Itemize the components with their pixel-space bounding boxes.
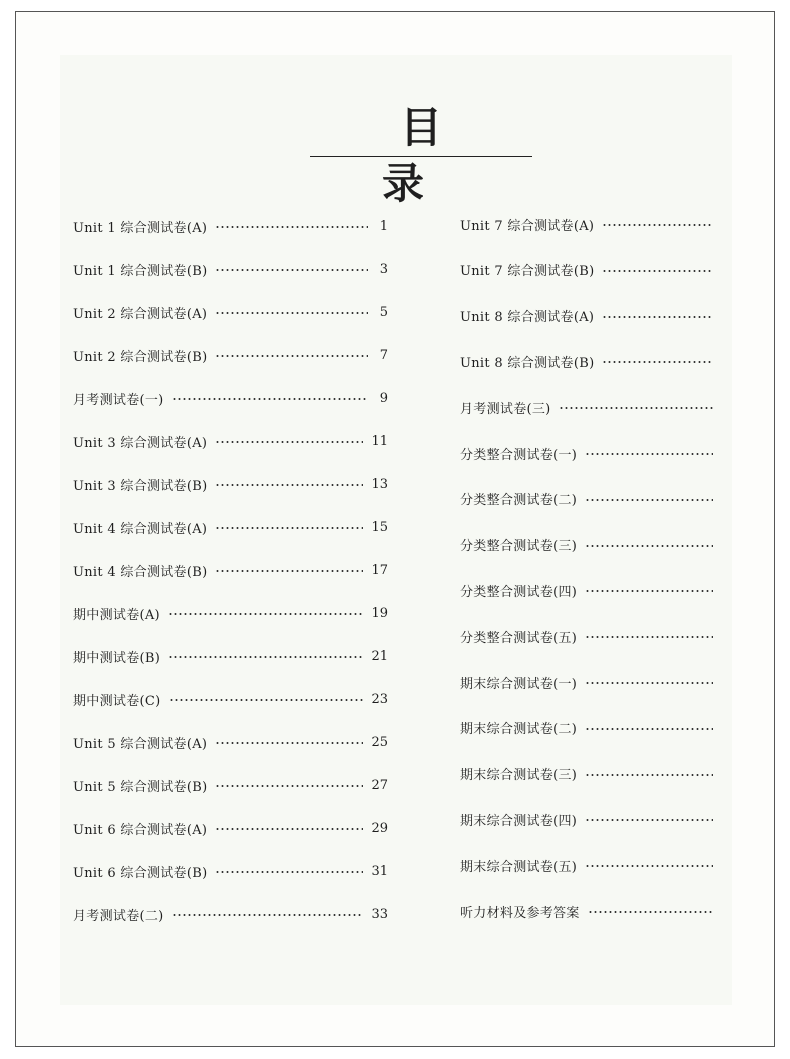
toc-entry-label: Unit 3 综合测试卷(A) [73,435,208,451]
toc-leader-dots [215,785,363,787]
toc-leader-dots [168,613,364,615]
toc-entry[interactable] [460,764,733,784]
toc-entry[interactable] [73,474,388,494]
toc-entry-label: Unit 5 综合测试卷(B) [73,779,208,795]
toc-entry-page: 31 [371,863,388,879]
toc-entry[interactable] [460,626,733,646]
toc-entry[interactable] [460,855,733,875]
toc-entry[interactable] [73,345,388,365]
toc-entry[interactable] [460,397,733,417]
toc-entry[interactable] [73,388,388,408]
toc-leader-dots [215,828,363,830]
toc-entry[interactable] [73,603,388,623]
toc-leader-dots [585,545,713,547]
toc-entry[interactable] [460,260,733,280]
toc-leader-dots [585,819,713,821]
toc-leader-dots [215,742,363,744]
toc-entry-label: Unit 1 综合测试卷(A) [73,220,208,236]
toc-leader-dots [172,914,364,916]
toc-entry-label: 期末综合测试卷(五) [460,859,578,875]
toc-leader-dots [588,911,713,913]
toc-entry-page: 15 [371,519,388,535]
toc-entry-label: Unit 6 综合测试卷(B) [73,865,208,881]
toc-leader-dots [585,728,713,730]
toc-entry-label: 月考测试卷(二) [73,908,164,924]
toc-entry-label: 期末综合测试卷(四) [460,813,578,829]
toc-entry[interactable] [73,517,388,537]
toc-entry-label: 分类整合测试卷(一) [460,447,578,463]
toc-leader-dots [602,224,713,226]
toc-leader-dots [585,682,713,684]
toc-entry[interactable] [460,306,733,326]
toc-leader-dots [585,774,713,776]
toc-entry[interactable] [460,580,733,600]
toc-entry[interactable] [73,431,388,451]
toc-leader-dots [215,226,368,228]
toc-entry-page: 27 [371,777,388,793]
toc-leader-dots [215,570,363,572]
toc-entry[interactable] [73,689,388,709]
toc-leader-dots [602,270,713,272]
toc-leader-dots [172,398,368,400]
toc-entry-label: Unit 5 综合测试卷(A) [73,736,208,752]
toc-leader-dots [215,484,363,486]
toc-entry[interactable] [460,489,733,509]
toc-entry-page: 33 [371,906,388,922]
toc-leader-dots [168,656,363,658]
toc-entry-page: 19 [371,605,388,621]
toc-entry[interactable] [460,351,733,371]
toc-leader-dots [215,355,368,357]
toc-leader-dots [169,699,364,701]
toc-entry-label: Unit 3 综合测试卷(B) [73,478,208,494]
toc-entry-page: 25 [371,734,388,750]
toc-entry-label: 分类整合测试卷(三) [460,539,578,555]
toc-entry-label: Unit 2 综合测试卷(A) [73,306,208,322]
toc-entry[interactable] [73,560,388,580]
toc-entry-page: 23 [371,691,388,707]
toc-entry[interactable] [460,672,733,692]
toc-entry-page: 1 [379,218,388,234]
toc-entry-label: 月考测试卷(一) [73,392,164,408]
toc-leader-dots [585,865,713,867]
toc-entry-label: 期末综合测试卷(三) [460,768,578,784]
toc-leader-dots [602,361,713,363]
toc-entry-label: Unit 1 综合测试卷(B) [73,263,208,279]
toc-entry[interactable] [460,718,733,738]
toc-entry-page: 17 [371,562,388,578]
toc-entry-page: 13 [371,476,388,492]
toc-entry-label: 期末综合测试卷(一) [460,676,578,692]
toc-entry[interactable] [460,901,733,921]
toc-entry-label: Unit 8 综合测试卷(B) [460,355,595,371]
toc-entry[interactable] [73,216,388,236]
toc-entry[interactable] [73,775,388,795]
toc-entry-label: 期中测试卷(A) [73,607,160,623]
toc-entry-label: Unit 4 综合测试卷(A) [73,521,208,537]
toc-entry-label: 期中测试卷(B) [73,650,161,666]
toc-entry-label: Unit 7 综合测试卷(B) [460,264,595,280]
toc-entry-label: 分类整合测试卷(五) [460,630,578,646]
toc-entry[interactable] [73,818,388,838]
toc-entry-page: 3 [379,261,388,277]
toc-entry-label: 月考测试卷(三) [460,401,551,417]
toc-entry-page: 5 [379,304,388,320]
page-title: 目 录 [310,100,532,157]
toc-entry-page: 29 [371,820,388,836]
toc-leader-dots [215,312,368,314]
toc-leader-dots [215,441,363,443]
toc-entry[interactable] [73,259,388,279]
toc-entry[interactable] [460,443,733,463]
toc-entry-label: 期末综合测试卷(二) [460,722,578,738]
toc-entry-page: 21 [371,648,388,664]
toc-leader-dots [585,590,713,592]
toc-leader-dots [215,527,363,529]
toc-leader-dots [585,636,713,638]
toc-entry-page: 7 [379,347,388,363]
toc-entry-label: 听力材料及参考答案 [460,905,580,921]
toc-leader-dots [602,316,713,318]
toc-entry-label: 分类整合测试卷(二) [460,493,578,509]
toc-entry-label: Unit 7 综合测试卷(A) [460,218,595,234]
toc-entry[interactable] [73,904,388,924]
toc-leader-dots [215,269,368,271]
toc-entry[interactable] [460,809,733,829]
toc-leader-dots [585,499,713,501]
toc-entry-label: Unit 8 综合测试卷(A) [460,310,595,326]
toc-leader-dots [215,871,363,873]
toc-entry[interactable] [460,214,733,234]
toc-entry-label: Unit 4 综合测试卷(B) [73,564,208,580]
toc-entry[interactable] [73,302,388,322]
toc-entry[interactable] [73,861,388,881]
toc-entry[interactable] [73,732,388,752]
toc-entry-page: 9 [379,390,388,406]
toc-leader-dots [559,407,713,409]
toc-entry-label: 分类整合测试卷(四) [460,584,578,600]
toc-entry-label: Unit 6 综合测试卷(A) [73,822,208,838]
toc-entry[interactable] [73,646,388,666]
toc-entry-label: 期中测试卷(C) [73,693,161,709]
toc-entry[interactable] [460,535,733,555]
toc-entry-page: 11 [371,433,388,449]
toc-leader-dots [585,453,713,455]
toc-entry-label: Unit 2 综合测试卷(B) [73,349,208,365]
